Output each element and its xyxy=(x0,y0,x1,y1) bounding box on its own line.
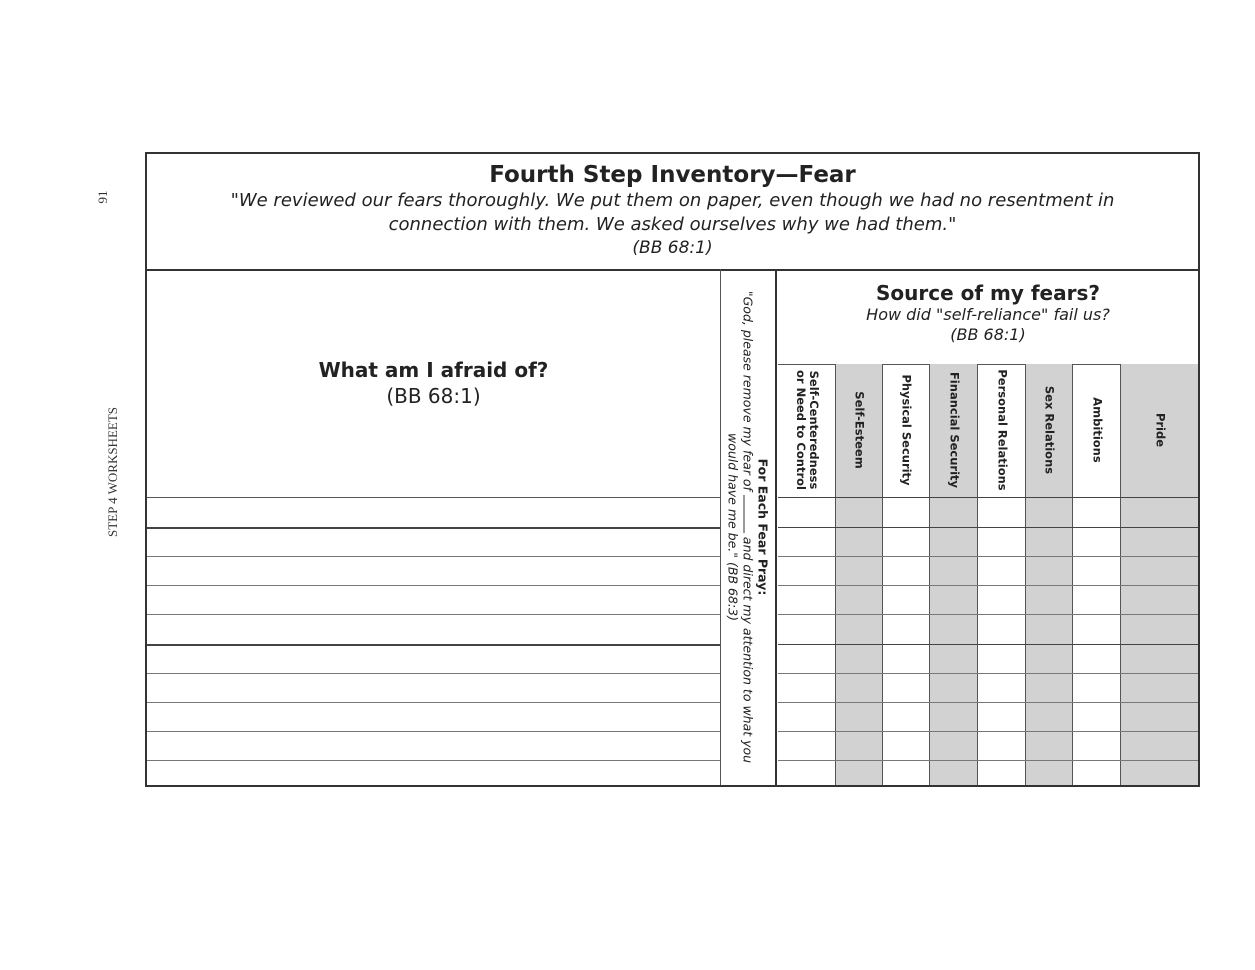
source-row-line xyxy=(778,614,1198,615)
afraid-column-header xyxy=(147,269,720,498)
worksheet-title: Fourth Step Inventory—Fear xyxy=(489,162,856,188)
source-row-line xyxy=(778,527,1198,528)
quote-reference: (BB 68:1) xyxy=(632,238,713,258)
prayer-text-part1: "God, please remove my fear of xyxy=(740,290,756,491)
source-column-label: Personal Relations xyxy=(995,369,1009,491)
prayer-reference: (BB 68:3) xyxy=(725,562,741,621)
source-row-line xyxy=(778,556,1198,557)
source-column-3 xyxy=(882,364,929,785)
source-column-4 xyxy=(929,364,977,785)
source-row-line xyxy=(778,497,1198,498)
prayer-column xyxy=(720,269,777,785)
source-column-header xyxy=(778,269,1198,365)
prayer-text xyxy=(726,277,771,777)
entry-row-line xyxy=(147,731,720,732)
prayer-lead: For Each Fear Pray: xyxy=(755,458,771,596)
source-column-5 xyxy=(977,364,1025,785)
source-column-2 xyxy=(835,364,882,785)
entry-row-line xyxy=(147,702,720,703)
source-row-line xyxy=(778,702,1198,703)
source-row-line xyxy=(778,760,1198,761)
source-title: Source of my fears? xyxy=(875,281,1100,305)
source-column-6 xyxy=(1025,364,1072,785)
entry-row-line xyxy=(147,585,720,586)
entry-row-line xyxy=(147,614,720,615)
source-column-label: Physical Security xyxy=(899,374,914,486)
source-column-label: Ambitions xyxy=(1090,397,1104,463)
prayer-blank xyxy=(744,495,745,533)
source-subtitle: How did "self-reliance" fail us? xyxy=(866,305,1110,324)
worksheet-header xyxy=(147,154,1198,271)
entry-row-line xyxy=(147,527,720,529)
afraid-reference: (BB 68:1) xyxy=(386,384,481,408)
source-column-7 xyxy=(1072,364,1120,785)
source-row-line xyxy=(778,673,1198,674)
entry-row-line xyxy=(147,556,720,557)
source-column-label: Financial Security xyxy=(947,371,961,489)
source-column-8 xyxy=(1120,364,1198,785)
source-category-columns xyxy=(778,364,1198,785)
section-label: STEP 4 WORKSHEETS xyxy=(105,407,120,538)
entry-row-line xyxy=(147,673,720,674)
prayer-line xyxy=(726,277,756,777)
source-reference: (BB 68:1) xyxy=(950,325,1026,344)
source-column-label: Self-Centeredness or Need to Control xyxy=(793,370,821,490)
quote-line-2: connection with them. We asked ourselves why we had them." xyxy=(388,214,957,235)
source-column-label: Self-Esteem xyxy=(852,391,867,469)
quote-line-1: "We reviewed our fears thoroughly. We put them on paper, even though we had no resentment in xyxy=(230,190,1115,211)
entry-row-line xyxy=(147,760,720,761)
source-row-line xyxy=(778,644,1198,645)
fear-inventory-worksheet xyxy=(145,152,1200,787)
source-row-line xyxy=(778,585,1198,586)
prayer-text-part2: and direct my attention to what you would have me be." xyxy=(725,433,756,764)
source-column-label: Sex Relations xyxy=(1042,385,1057,475)
page-number: 91 xyxy=(95,190,110,204)
source-row-line xyxy=(778,731,1198,732)
entry-row-line xyxy=(147,644,720,646)
source-column-1 xyxy=(778,364,835,785)
afraid-question: What am I afraid of? xyxy=(318,358,549,382)
source-column-label: Pride xyxy=(1153,412,1167,448)
